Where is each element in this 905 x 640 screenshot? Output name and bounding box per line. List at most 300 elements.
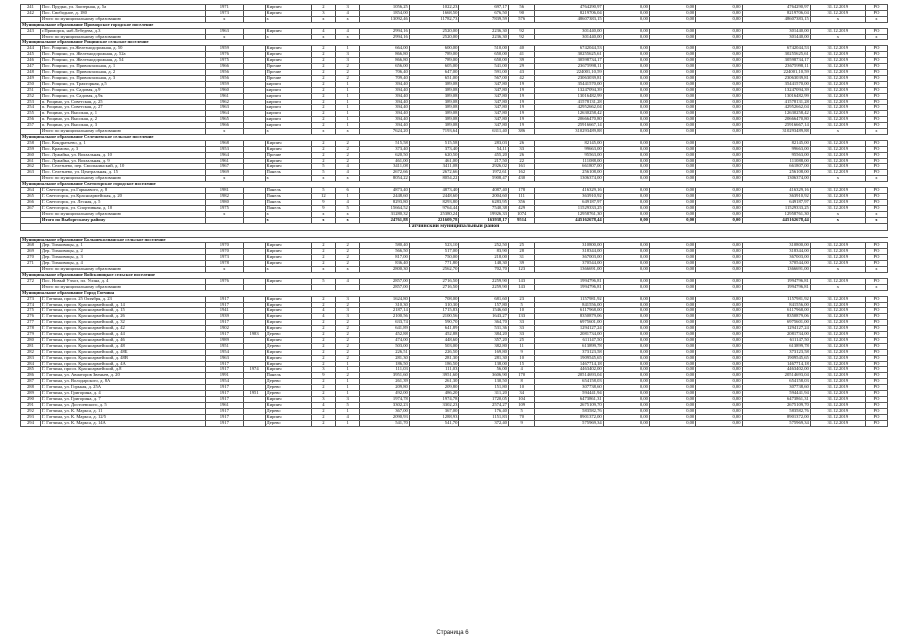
table-cell: x: [865, 176, 887, 182]
table-cell: 291: [21, 402, 41, 408]
table-cell: 31.12.2019: [810, 355, 865, 361]
table-cell: 575969,34: [535, 420, 603, 426]
table-cell: 0,00: [603, 164, 649, 170]
table-cell: Г. Гатчина, ул. Григорина, д. 7: [40, 397, 205, 403]
table-cell: x: [810, 176, 865, 182]
table-cell: 286: [21, 373, 41, 379]
table-cell: 111088,00: [742, 158, 810, 164]
table-cell: 0,00: [649, 296, 695, 302]
table-cell: 23675998,11: [742, 64, 810, 70]
table-cell: 162: [508, 170, 534, 176]
table-cell: 613899,78: [535, 343, 603, 349]
table-cell: Кирпич: [265, 302, 311, 308]
table-cell: 6473861,31: [742, 397, 810, 403]
table-cell: 170: [508, 373, 534, 379]
table-cell: x: [311, 217, 335, 223]
table-cell: 31.12.2019: [810, 332, 865, 338]
table-cell: 1467714,18: [535, 361, 603, 367]
table-cell: Панель: [265, 373, 311, 379]
table-cell: 373123,58: [535, 349, 603, 355]
table-cell: x: [865, 267, 887, 273]
table-cell: 0,00: [649, 308, 695, 314]
table-cell: 111088,00: [535, 158, 603, 164]
table-cell: 9764,44: [409, 205, 459, 211]
table-cell: РО: [865, 361, 887, 367]
table-cell: 1965: [206, 117, 243, 123]
table-cell: 0,00: [649, 194, 695, 200]
table-cell: 1976: [206, 278, 243, 284]
table-cell: 1624,80: [360, 296, 410, 302]
table-cell: 2: [311, 69, 335, 75]
table-cell: РО: [865, 373, 887, 379]
table-cell: 1902: [206, 326, 243, 332]
table-cell: РО: [865, 188, 887, 194]
table-cell: 2090,93: [360, 414, 410, 420]
table-cell: 12958761,30: [535, 211, 603, 217]
table-cell: 347,80: [459, 117, 509, 123]
table-cell: 651,00: [409, 75, 459, 81]
table-cell: 283,03: [459, 140, 509, 146]
table-cell: 3: [311, 367, 335, 373]
table-cell: 41578131,28: [742, 99, 810, 105]
table-cell: 0,00: [603, 408, 649, 414]
table-cell: 31.12.2019: [810, 46, 865, 52]
table-cell: x: [206, 211, 243, 217]
table-cell: 0,00: [649, 28, 695, 34]
table-cell: 654158,03: [535, 379, 603, 385]
table-cell: 35441570,00: [535, 81, 603, 87]
table-cell: 1: [336, 99, 360, 105]
table-cell: РО: [865, 408, 887, 414]
table-cell: 0,00: [603, 217, 649, 223]
table-cell: РО: [865, 64, 887, 70]
table-cell: 0,00: [696, 81, 742, 87]
table-cell: 2: [311, 52, 335, 58]
table-cell: 2926,02: [459, 164, 509, 170]
table-cell: 31.12.2019: [810, 420, 865, 426]
table-cell: РО: [865, 278, 887, 284]
table-cell: 1976: [206, 52, 243, 58]
table-cell: Г. Гатчина, просп. Красноармейский, д. 32: [40, 320, 205, 326]
table-cell: 2: [336, 140, 360, 146]
table-cell: 82145,00: [535, 140, 603, 146]
table-cell: x: [265, 217, 311, 223]
table-cell: 1157981,92: [742, 296, 810, 302]
table-cell: 706,40: [360, 69, 410, 75]
table-cell: 1967: [206, 164, 243, 170]
table-cell: 649187,97: [535, 199, 603, 205]
table-cell: 0,00: [696, 385, 742, 391]
table-cell: Панель: [265, 188, 311, 194]
table-cell: Г. Гатчина, ул. Горькая, д. 25А: [40, 385, 205, 391]
table-cell: 31.12.2019: [810, 28, 865, 34]
table-cell: Г. Гатчина, ул. К. Маркса, д. 11: [40, 408, 205, 414]
table-cell: 2: [311, 243, 335, 249]
table-cell: 1306374,00: [535, 176, 603, 182]
table-cell: 2562,70: [409, 267, 459, 273]
table-cell: 2: [311, 99, 335, 105]
table-cell: Кирпич: [265, 46, 311, 52]
table-cell: 310,30: [409, 302, 459, 308]
table-cell: 373,40: [360, 146, 410, 152]
table-cell: 2: [336, 146, 360, 152]
table-cell: 2: [311, 123, 335, 129]
table-cell: 611147,50: [742, 337, 810, 343]
table-cell: 1917: [206, 385, 243, 391]
table-cell: 246: [21, 58, 41, 64]
table-cell: 0,00: [649, 81, 695, 87]
table-cell: 0,00: [649, 99, 695, 105]
district-title-row: [21, 223, 888, 230]
table-cell: 0,00: [603, 152, 649, 158]
table-cell: 0,00: [603, 140, 649, 146]
table-cell: Пос. Рощино, ул. Садовая, д.9к: [40, 93, 205, 99]
table-cell: Г. Гатчина, просп. 25 Октября, д. 23: [40, 296, 205, 302]
table-cell: 771,80: [409, 261, 459, 267]
table-row: [21, 420, 888, 426]
table-cell: 92: [508, 28, 534, 34]
table-cell: Дерево: [265, 391, 311, 397]
table-cell: 0,00: [696, 99, 742, 105]
table-cell: 19: [508, 81, 534, 87]
table-cell: 290: [21, 397, 41, 403]
table-cell: 2: [311, 249, 335, 255]
table-cell: Г. Гатчина, просп. Красноармейский, д. 4А: [40, 361, 205, 367]
table-cell: 0,00: [696, 278, 742, 284]
table-cell: 1022,23: [409, 5, 459, 11]
table-cell: 1953: [206, 146, 243, 152]
table-cell: 0,00: [603, 261, 649, 267]
table-cell: 0,00: [603, 111, 649, 117]
table-cell: 0,00: [603, 64, 649, 70]
table-cell: 83,90: [459, 249, 509, 255]
table-cell: 31.12.2019: [810, 87, 865, 93]
table-cell: 2: [311, 385, 335, 391]
table-cell: 224001,10,59: [742, 69, 810, 75]
table-cell: 4764290,97: [742, 5, 810, 11]
table-cell: 817,00: [360, 255, 410, 261]
table-cell: 2800,30: [360, 267, 410, 273]
table-cell: 24761,88: [360, 217, 410, 223]
table-cell: 40: [508, 46, 534, 52]
table-cell: 2: [336, 75, 360, 81]
table-cell: 1917: [206, 302, 243, 308]
table-cell: 1964: [206, 152, 243, 158]
table-cell: Кирпич: [265, 28, 311, 34]
table-cell: 2: [336, 152, 360, 158]
table-cell: Дерево: [265, 379, 311, 385]
table-cell: 31.12.2019: [810, 326, 865, 332]
table-cell: 39: [508, 261, 534, 267]
table-cell: 1: [336, 46, 360, 52]
table-cell: 1: [336, 81, 360, 87]
table-cell: Кирпич: [265, 255, 311, 261]
table-cell: 2: [311, 140, 335, 146]
table-cell: 43: [508, 69, 534, 75]
table-cell: 4087,40: [459, 188, 509, 194]
table-cell: 0,00: [603, 414, 649, 420]
table-cell: 0,00: [649, 255, 695, 261]
table-cell: 9: [311, 199, 335, 205]
table-cell: Кирпич: [265, 158, 311, 164]
table-cell: 33: [508, 332, 534, 338]
table-cell: РО: [865, 46, 887, 52]
table-cell: x: [206, 34, 243, 40]
table-cell: Г. Светогорск, ул.Гарькавого, д. 8: [40, 188, 205, 194]
table-cell: 515,58: [360, 140, 410, 146]
table-cell: 41578131,28: [535, 99, 603, 105]
table-cell: Кирпич: [265, 326, 311, 332]
table-cell: 0,00: [696, 34, 742, 40]
table-cell: 676,50: [459, 10, 509, 16]
table-cell: 19: [508, 111, 534, 117]
table-cell: 31.12.2019: [810, 99, 865, 105]
table-cell: 2: [336, 243, 360, 249]
table-cell: 293: [21, 414, 41, 420]
table-cell: 0,00: [649, 261, 695, 267]
table-cell: 4: [311, 314, 335, 320]
table-cell: 2672,66: [360, 170, 410, 176]
table-cell: Кирпич: [265, 402, 311, 408]
table-cell: 0,00: [696, 140, 742, 146]
table-cell: 1917: [206, 361, 243, 367]
table-cell: 389,08: [409, 99, 459, 105]
table-cell: 0,00: [696, 52, 742, 58]
table-cell: 0,00: [649, 320, 695, 326]
table-cell: 0,00: [696, 123, 742, 129]
table-cell: 1956: [206, 69, 243, 75]
table-cell: 3: [336, 52, 360, 58]
table-cell: РО: [865, 302, 887, 308]
table-cell: 7540,38: [459, 205, 509, 211]
table-cell: 13247094,39: [742, 87, 810, 93]
table-cell: 1294127,24: [742, 326, 810, 332]
table-cell: 4: [311, 402, 335, 408]
table-cell: 281,30: [409, 355, 459, 361]
table-cell: Кирпич: [265, 10, 311, 16]
table-cell: 1968: [206, 140, 243, 146]
table-cell: РО: [865, 243, 887, 249]
table-cell: 6473861,31: [535, 397, 603, 403]
table-cell: РО: [865, 123, 887, 129]
table-cell: 0,00: [696, 414, 742, 420]
table-cell: 31.12.2019: [810, 140, 865, 146]
table-cell: Дер. Тихковицы, д. 1: [40, 243, 205, 249]
table-cell: 256108,00: [742, 170, 810, 176]
table-cell: Кирпич: [265, 243, 311, 249]
table-cell: кирпич: [265, 93, 311, 99]
table-cell: 30598734,17: [742, 58, 810, 64]
table-cell: 6975601,00: [742, 320, 810, 326]
table-cell: 0,00: [649, 158, 695, 164]
table-cell: 31.12.2019: [810, 402, 865, 408]
table-cell: Итого по муниципальному образованию: [40, 267, 205, 273]
table-cell: 31.12.2019: [810, 255, 865, 261]
table-cell: 613899,78: [742, 343, 810, 349]
table-cell: 583582,76: [742, 408, 810, 414]
table-cell: 133: [508, 314, 534, 320]
table-cell: 254: [21, 105, 41, 111]
table-cell: 0,00: [649, 267, 695, 273]
table-cell: 2716,50: [409, 278, 459, 284]
table-cell: 259: [21, 146, 41, 152]
table-cell: РО: [865, 194, 887, 200]
table-cell: 0,00: [649, 140, 695, 146]
table-cell: 641,89: [360, 326, 410, 332]
table-cell: 2236,30: [459, 34, 509, 40]
table-cell: 20514693,04: [535, 373, 603, 379]
table-cell: 20666470,80: [535, 117, 603, 123]
table-cell: 217,50: [459, 158, 509, 164]
table-cell: 143: [508, 284, 534, 290]
table-cell: 31.12.2019: [810, 123, 865, 129]
table-cell: 0,00: [649, 332, 695, 338]
table-cell: 1: [336, 93, 360, 99]
table-cell: 347,80: [459, 87, 509, 93]
table-cell: 2: [311, 93, 335, 99]
table-cell: 148,30: [459, 261, 509, 267]
table-cell: 4463402,00: [742, 367, 810, 373]
table-cell: 95563,00: [535, 152, 603, 158]
table-cell: 1970: [206, 243, 243, 249]
table-cell: п. Рощино, ул. Советская, д. 27: [40, 105, 205, 111]
table-cell: 373123,58: [742, 349, 810, 355]
table-cell: 226,50: [409, 349, 459, 355]
table-cell: 3302,23: [360, 402, 410, 408]
table-cell: РО: [865, 367, 887, 373]
table-cell: 31.12.2019: [810, 349, 865, 355]
table-cell: Кирпич: [265, 249, 311, 255]
table-cell: 2: [336, 320, 360, 326]
table-cell: 31.12.2019: [810, 111, 865, 117]
table-cell: 0,00: [603, 211, 649, 217]
table-cell: 0,00: [603, 397, 649, 403]
section-title: Муниципальное образование Приморское городское поселение: [21, 22, 888, 28]
table-cell: 347,80: [459, 111, 509, 117]
table-cell: РО: [865, 308, 887, 314]
table-cell: 0,00: [696, 129, 742, 135]
table-cell: 445162678,44: [535, 217, 603, 223]
table-cell: 0,00: [649, 5, 695, 11]
table-cell: x: [265, 129, 311, 135]
table-cell: 2: [311, 332, 335, 338]
table-cell: 789,00: [409, 52, 459, 58]
table-cell: 39: [508, 58, 534, 64]
table-cell: x: [265, 34, 311, 40]
table-cell: 0,00: [603, 243, 649, 249]
table-cell: 382,80: [459, 343, 509, 349]
table-cell: 0,00: [696, 75, 742, 81]
table-cell: 1854,00: [360, 10, 410, 16]
table-cell: 0,00: [603, 28, 649, 34]
table-cell: 1994796,81: [742, 278, 810, 284]
table-cell: 6742044,53: [742, 46, 810, 52]
table-cell: 9514: [508, 217, 534, 223]
table-cell: РО: [865, 170, 887, 176]
table-cell: 41: [508, 52, 534, 58]
table-cell: РО: [865, 326, 887, 332]
table-cell: 0,00: [649, 58, 695, 64]
table-cell: 3411,08: [360, 164, 410, 170]
table-cell: 30255625,61: [535, 52, 603, 58]
table-cell: 0,00: [649, 414, 695, 420]
table-cell: 2: [336, 337, 360, 343]
table-cell: 143: [508, 278, 534, 284]
table-cell: 284: [21, 361, 41, 367]
table-cell: 23: [508, 296, 534, 302]
table-cell: кирпич: [265, 87, 311, 93]
table-cell: Кирпич: [265, 367, 311, 373]
table-cell: 4: [311, 28, 335, 34]
table-cell: 0,00: [696, 105, 742, 111]
table-cell: 31.12.2019: [810, 199, 865, 205]
table-cell: 445162678,44: [742, 217, 810, 223]
table-cell: 249: [21, 75, 41, 81]
table-cell: РО: [865, 10, 887, 16]
table-cell: 389,08: [409, 81, 459, 87]
table-cell: 0,00: [649, 52, 695, 58]
table-cell: 0,00: [603, 385, 649, 391]
table-cell: Дерево: [265, 385, 311, 391]
table-cell: 0,00: [649, 391, 695, 397]
table-cell: Г. Гатчина, просп. Красноармейский, д. 48: [40, 343, 205, 349]
table-cell: 280: [21, 337, 41, 343]
table-cell: 11529333,25: [742, 205, 810, 211]
table-cell: 9: [311, 373, 335, 379]
table-cell: x: [206, 129, 243, 135]
table-cell: 394,40: [360, 111, 410, 117]
table-cell: 31.12.2019: [810, 58, 865, 64]
table-cell: 0,00: [649, 314, 695, 320]
table-cell: 0,00: [696, 355, 742, 361]
table-cell: 0,00: [696, 284, 742, 290]
table-cell: 0,00: [603, 302, 649, 308]
table-cell: 0,00: [603, 349, 649, 355]
table-cell: 0,00: [603, 296, 649, 302]
table-cell: 649187,97: [742, 199, 810, 205]
table-cell: 23675998,11: [535, 64, 603, 70]
table-cell: РО: [865, 402, 887, 408]
table-cell: 1969: [206, 170, 243, 176]
table-cell: 250: [21, 81, 41, 87]
table-cell: 0,00: [696, 5, 742, 11]
table-cell: x: [865, 34, 887, 40]
table-cell: 0,00: [649, 217, 695, 223]
table-cell: 2: [311, 5, 335, 11]
table-cell: 0,00: [649, 343, 695, 349]
table-cell: 138,00: [459, 361, 509, 367]
table-cell: Г. Гатчина, просп. Красноармейский, д. 48В: [40, 355, 205, 361]
table-cell: Дер. Тихковицы, д. 4: [40, 261, 205, 267]
table-cell: 8219706,04: [742, 10, 810, 16]
table-cell: 0,00: [649, 402, 695, 408]
table-cell: 31.12.2019: [810, 93, 865, 99]
table-cell: 363910,92: [535, 194, 603, 200]
table-cell: Г. Гатчина, просп. Красноармейский, д. 14: [40, 302, 205, 308]
table-cell: РО: [865, 249, 887, 255]
table-cell: Пос. Новый Учхоз, пл. Усина, д. 4: [40, 278, 205, 284]
table-cell: 4: [336, 278, 360, 284]
table-cell: 0,00: [603, 199, 649, 205]
table-cell: 285: [21, 367, 41, 373]
table-cell: 31.12.2019: [810, 5, 865, 11]
table-cell: 1: [336, 408, 360, 414]
table-cell: 242: [21, 10, 41, 16]
table-cell: 0,00: [696, 361, 742, 367]
table-cell: x: [206, 16, 243, 22]
table-cell: Пос. Свободное, д. 180: [40, 10, 205, 16]
table-cell: 19: [508, 123, 534, 129]
